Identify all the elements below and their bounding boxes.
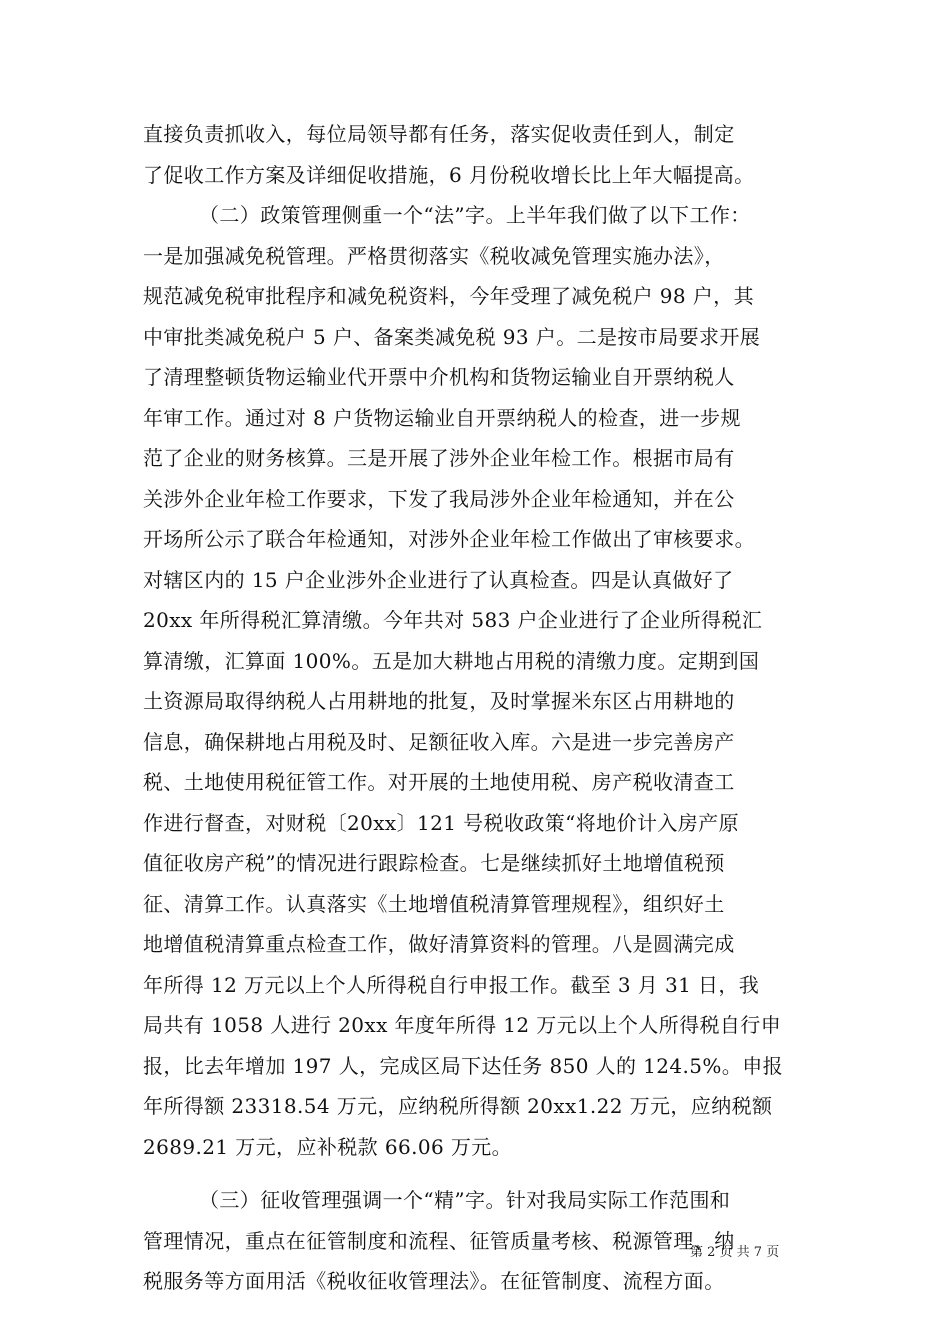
text-line: 作进行督查，对财税〔20xx〕121 号税收政策“将地价计入房产原 [143,810,739,835]
text-line: 局共有 1058 人进行 20xx 年度年所得 12 万元以上个人所得税自行申 [143,1013,782,1037]
text-line: 年审工作。通过对 8 户货物运输业自开票纳税人的检查，进一步规 [143,405,741,430]
text-line: 规范减免税审批程序和减免税资料，今年受理了减免税户 98 户，其 [143,284,754,308]
text-line: 年所得 12 万元以上个人所得税自行申报工作。截至 3 月 31 日，我 [143,972,760,997]
paragraph-1 [143,114,823,195]
text-line: 关涉外企业年检工作要求，下发了我局涉外企业年检通知，并在公 [143,486,735,511]
text-line: 对辖区内的 15 户企业涉外企业进行了认真检查。四是认真做好了 [143,567,734,592]
text-line: 征、清算工作。认真落实《土地增值税清算管理规程》，组织好土 [143,891,725,916]
text-line: 土资源局取得纳税人占用耕地的批复，及时掌握米东区占用耕地的 [143,689,735,713]
text-line: 2689.21 万元，应补税款 66.06 万元。 [143,1134,513,1159]
text-line: 了促收工作方案及详细促收措施，6 月份税收增长比上年大幅提高。 [143,162,755,187]
text-line: 信息，确保耕地占用税及时、足额征收入库。六是进一步完善房产 [143,729,735,754]
text-line: 税服务等方面用活《税收征收管理法》。在征管制度、流程方面。 [143,1269,725,1293]
text-line: 值征收房产税”的情况进行跟踪检查。七是继续抓好土地增值税预 [143,851,725,875]
text-line: 算清缴，汇算面 100%。五是加大耕地占用税的清缴力度。定期到国 [143,648,760,673]
text-line: 直接负责抓收入，每位局领导都有任务，落实促收责任到人，制定 [143,122,735,146]
text-line: 20xx 年所得税汇算清缴。今年共对 583 户企业进行了企业所得税汇 [143,608,763,632]
text-line: （二）政策管理侧重一个“法”字。上半年我们做了以下工作： [199,203,751,227]
text-line: 了清理整顿货物运输业代开票中介机构和货物运输业自开票纳税人 [143,365,735,389]
page-number: 第 2 页 共 7 页 [690,1245,780,1260]
text-line: 范了企业的财务核算。三是开展了涉外企业年检工作。根据市局有 [143,446,735,470]
document-body [143,114,823,1302]
text-line: 地增值税清算重点检查工作，做好清算资料的管理。八是圆满完成 [143,932,735,956]
text-line: 开场所公示了联合年检通知，对涉外企业年检工作做出了审核要求。 [143,527,755,551]
paragraph-gap [143,1167,823,1180]
text-line: 报，比去年增加 197 人，完成区局下达任务 850 人的 124.5%。申报 [143,1053,783,1078]
text-line: （三）征收管理强调一个“精”字。针对我局实际工作范围和 [199,1188,731,1212]
text-line: 中审批类减免税户 5 户、备案类减免税 93 户。二是按市局要求开展 [143,324,761,349]
paragraph-2 [143,195,823,1167]
text-line: 一是加强减免税管理。严格贯彻落实《税收减免管理实施办法》， [143,243,725,268]
text-line: 税、土地使用税征管工作。对开展的土地使用税、房产税收清查工 [143,770,735,794]
paragraph-3 [143,1180,823,1302]
text-line: 管理情况，重点在征管制度和流程、征管质量考核、税源管理、纳 [143,1228,735,1253]
text-line: 年所得额 23318.54 万元，应纳税所得额 20xx1.22 万元，应纳税额 [143,1094,773,1118]
